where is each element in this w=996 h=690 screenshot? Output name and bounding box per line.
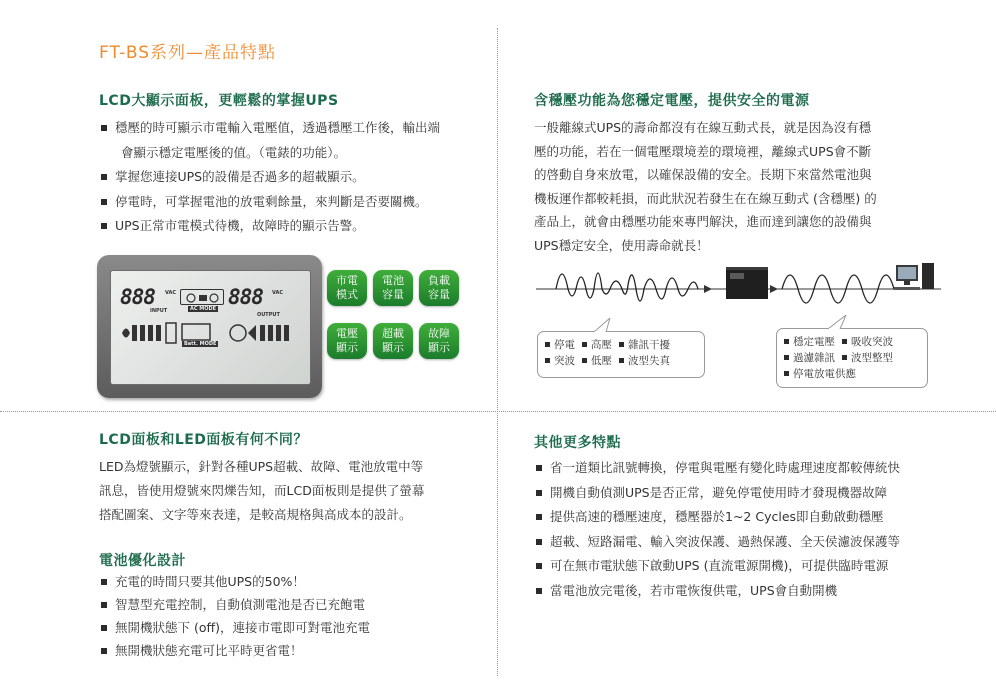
vertical-divider [497,28,498,676]
lcd-vs-led-paragraph: LED為燈號顯示，針對各種UPS超載、故障、電池放電中等 訊息，皆使用燈號來閃爍告知，而LCD面板則是提供了螢幕 搭配圖案、文字等來表達，是較高規格與高成本的設計。 [99,459,425,522]
list-item: 無開機狀態充電可比平時更省電！ [99,639,370,662]
list-item: 無開機狀態下 (off)，連接市電即可對電池充電 [99,616,370,639]
ac-plug-icon [180,289,224,305]
horizontal-divider [0,411,996,412]
callout-pointer-left [590,318,620,333]
badge-mains-mode: 市電 模式 [327,270,367,306]
ac-mode-label: AC MODE [190,306,217,312]
badge-load-capacity: 負載 容量 [419,270,459,306]
ups-device-icon [726,267,768,299]
more-features-title: 其他更多特點 [534,435,621,451]
list-item: 當電池放完電後，若市電恢復供電，UPS會自動開機 [534,579,900,604]
list-item: 穩壓的時可顯示市電輸入電壓值，透過穩壓工作後，輸出端 會顯示穩定電壓後的值。（電錶的功能）。 [99,116,440,165]
lcd-section-title: LCD大顯示面板，更輕鬆的掌握UPS [99,93,339,109]
vac-label: VAC [165,290,177,296]
stabilizer-section-title: 含穩壓功能為您穩定電壓，提供安全的電源 [534,93,810,109]
distorted-wave [556,273,698,301]
problems-callout: 停電 高壓 雜訊干擾 突波 低壓 波型失真 [537,331,705,378]
vac-label-output: VAC [272,290,284,296]
callout-pointer-right [822,315,852,330]
output-voltage-digits: 888 [228,285,263,309]
battery-section-title: 電池優化設計 [99,553,186,569]
computer-icon [894,263,934,290]
stabilizer-paragraph: 一般離線式UPS的壽命都沒有在線互動式長，就是因為沒有穩 壓的功能，若在一個電壓環境差的環境裡，離線式UPS會不斷 的啓動自身來放電，以確保設備的安全。長期下來當然電池與 機板運作都較耗損，而此狀況若發生在在線互動式 (含穩壓) 的 產品上，就會由穩壓功能來專門解決，進而達到讓您的設備與 UPS穩定安全，使用壽命就長！ [534,120,877,253]
badge-overload-display: 超載 顯示 [373,323,413,359]
page-title: FT-BS系列—產品特點 [99,43,276,63]
output-label: OUTPUT [257,312,280,318]
list-item: 停電時，可掌握電池的放電剩餘量，來判斷是否要關機。 [99,190,440,215]
input-label: INPUT [150,308,168,314]
list-item: 掌握您連接UPS的設備是否過多的超載顯示。 [99,165,440,190]
lcd-vs-led-title: LCD面板和LED面板有何不同？ [99,432,308,448]
more-features-list [534,456,900,603]
benefits-callout: 穩定電壓 吸收突波 過濾雜訊 波型整型 停電放電供應 [776,328,928,388]
badge-battery-capacity: 電池 容量 [373,270,413,306]
list-item: 充電的時間只要其他UPS的50%！ [99,570,370,593]
battery-feature-list [99,570,370,662]
list-item: UPS正常市電模式待機，故障時的顯示告警。 [99,214,440,239]
list-item: 省一道類比訊號轉換，停電與電壓有變化時處理速度都較傳統快 [534,456,900,481]
input-voltage-digits: 888 [120,285,155,309]
badge-fault-display: 故障 顯示 [419,323,459,359]
list-item: 開機自動偵測UPS是否正常，避免停電使用時才發現機器故障 [534,481,900,506]
list-item: 可在無市電狀態下啟動UPS (直流電源開機)，可提供臨時電源 [534,554,900,579]
list-item: 智慧型充電控制，自動偵測電池是否已充飽電 [99,593,370,616]
batt-mode-label: Batt. MODE [184,341,217,347]
badge-voltage-display: 電壓 顯示 [327,323,367,359]
list-item: 提供高速的穩壓速度，穩壓器於1~2 Cycles即自動啟動穩壓 [534,505,900,530]
list-item: 超載、短路漏電、輸入突波保護、過熱保護、全天侯濾波保護等 [534,530,900,555]
lcd-feature-list [99,116,440,239]
